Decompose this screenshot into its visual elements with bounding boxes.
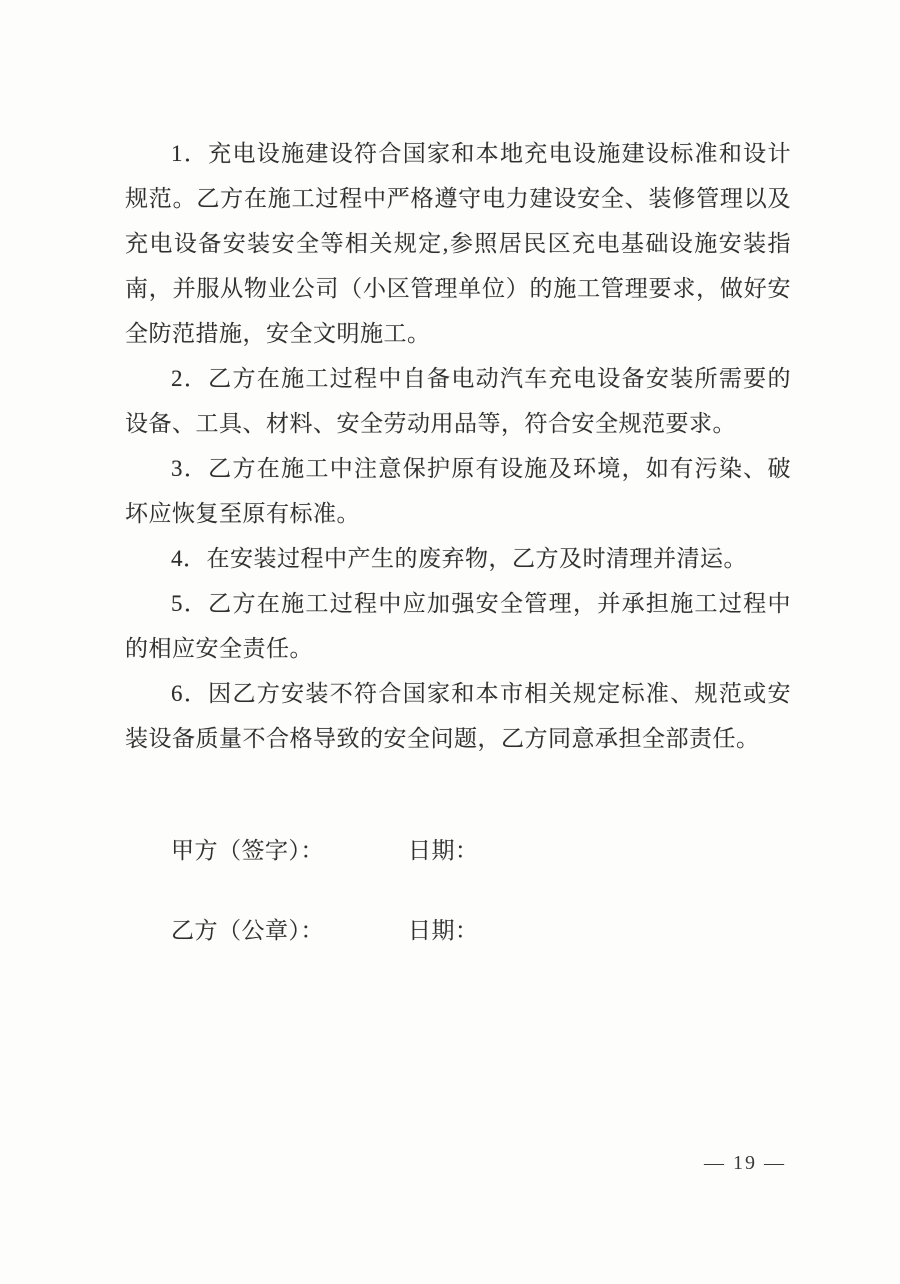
- clause-1: 1．充电设施建设符合国家和本地充电设施建设标准和设计规范。乙方在施工过程中严格遵守电力建设安全、装修管理以及充电设备安装安全等相关规定,参照居民区充电基础设施安装指南，并服从物业公司（小区管理单位）的施工管理要求，做好安全防范措施，安全文明施工。: [125, 141, 791, 346]
- party-a-signature-row: [125, 828, 791, 873]
- clause-5: 5．乙方在施工过程中应加强安全管理，并承担施工过程中的相应安全责任。: [125, 591, 791, 661]
- clause-4: 4．在安装过程中产生的废弃物，乙方及时清理并清运。: [171, 546, 747, 571]
- clause-3: 3．乙方在施工中注意保护原有设施及环境，如有污染、破坏应恢复至原有标准。: [125, 456, 791, 526]
- clause-6: 6．因乙方安装不符合国家和本市相关规定标准、规范或安装设备质量不合格导致的安全问题，乙方同意承担全部责任。: [125, 681, 791, 751]
- party-a-signature-label: 甲方（签字）：: [171, 838, 324, 863]
- page-number: — 19 —: [704, 1152, 786, 1174]
- party-b-signature-label: 乙方（公章）：: [171, 918, 324, 943]
- party-b-signature-row: [125, 908, 791, 953]
- party-a-date-label: 日期：: [408, 838, 479, 863]
- clause-2: 2．乙方在施工过程中自备电动汽车充电设备安装所需要的设备、工具、材料、安全劳动用品等，符合安全规范要求。: [125, 366, 791, 436]
- party-b-date-label: 日期：: [408, 918, 479, 943]
- signature-section: [125, 828, 791, 953]
- contract-body: [125, 131, 791, 953]
